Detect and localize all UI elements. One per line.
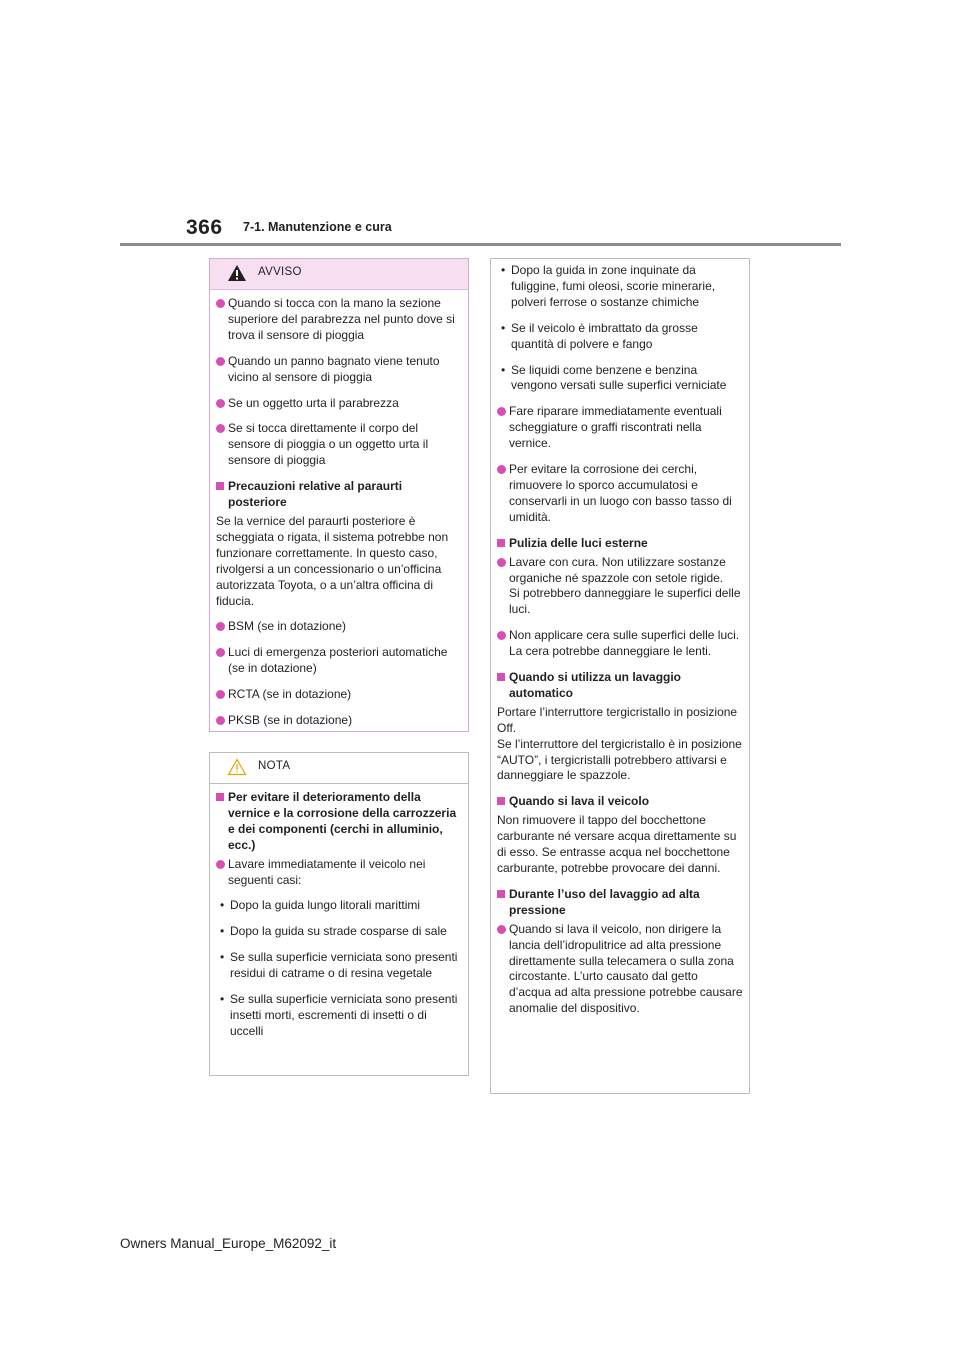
bullet-text: RCTA (se in dotazione): [228, 687, 352, 702]
heading-text: Quando si utilizza un lavaggio automatico: [509, 670, 682, 700]
avviso-title: AVVISO: [258, 266, 302, 278]
avviso-box: [209, 258, 469, 732]
bullet-text: Fare riparare immediatamente eventuali scheggiature o graffi riscontrati nella vernice.: [509, 404, 722, 451]
bullet-dot-icon: •: [501, 320, 506, 335]
bullet-text: Luci di emergenza posteriori automatiche (se in dotazione): [228, 645, 448, 676]
sub-bullet-text: Se sulla superficie verniciata sono presenti insetti morti, escrementi di insetti o di uccelli: [230, 992, 458, 1038]
pink-square-bullet-icon: [497, 539, 505, 547]
pink-dot-bullet-icon: [216, 716, 225, 725]
bullet-dot-icon: •: [220, 950, 225, 965]
bullet-item: [216, 619, 462, 635]
heading-text: Precauzioni relative al paraurti posteriore: [228, 479, 403, 510]
pink-square-bullet-icon: [216, 482, 224, 490]
bullet-item: [216, 857, 462, 889]
sub-bullet-text: Se sulla superficie verniciata sono presenti residui di catrame o di resina vegetale: [230, 950, 458, 981]
footer-doc-id: Owners Manual_Europe_M62092_it: [120, 1236, 337, 1251]
pink-dot-bullet-icon: [216, 399, 225, 408]
heading-text: Pulizia delle luci esterne: [509, 535, 648, 550]
sub-bullet-item: [497, 321, 743, 353]
bullet-item: [216, 396, 462, 412]
bullet-text: Quando un panno bagnato viene tenuto vicino al sensore di pioggia: [228, 353, 440, 384]
subsection-heading: [497, 794, 743, 810]
subsection-heading: [497, 670, 743, 702]
paragraph: [497, 705, 743, 785]
sub-bullet-item: [497, 363, 743, 395]
sub-bullet-item: [216, 950, 462, 982]
subsection-heading: [216, 790, 462, 854]
header-rule: [120, 243, 841, 246]
subsection-heading: [497, 887, 743, 919]
pink-square-bullet-icon: [497, 890, 505, 898]
bullet-text: BSM (se in dotazione): [228, 619, 347, 634]
bullet-dot-icon: •: [220, 992, 225, 1007]
bullet-text: Quando si tocca con la mano la sezione superiore del parabrezza nel punto dove si trova il sensore di pioggia: [228, 296, 455, 342]
bullet-text: Se si tocca direttamente il corpo del sensore di pioggia o un oggetto urta il sensore di pioggia: [228, 421, 429, 468]
bullet-item: [216, 421, 462, 469]
warning-triangle-icon: [227, 264, 247, 282]
page-number: 366: [186, 216, 223, 239]
sub-bullet-text: Se liquidi come benzene e benzina vengono versati sulle superfici verniciate: [511, 362, 727, 393]
paragraph: [497, 813, 743, 877]
bullet-item: [497, 404, 743, 452]
nota-continued-box: [490, 258, 750, 1094]
bullet-dot-icon: •: [501, 263, 506, 277]
sub-bullet-item: [497, 263, 743, 311]
bullet-text: Per evitare la corrosione dei cerchi, rimuovere lo sporco accumulatosi e conservarli in un luogo con basso tasso di umidità.: [509, 462, 732, 524]
bullet-text: Lavare con cura. Non utilizzare sostanze organiche né spazzole con setole rigide. Si potrebbero danneggiare le superfici delle luci.: [509, 554, 741, 617]
pink-dot-bullet-icon: [497, 465, 506, 474]
pink-square-bullet-icon: [216, 793, 224, 801]
bullet-text: PKSB (se in dotazione): [228, 713, 353, 728]
bullet-item: [497, 922, 743, 1017]
sub-bullet-text: Dopo la guida lungo litorali marittimi: [230, 898, 421, 913]
nota-content: [210, 784, 468, 1040]
pink-dot-bullet-icon: [497, 558, 506, 567]
pink-dot-bullet-icon: [497, 407, 506, 416]
pink-dot-bullet-icon: [216, 622, 225, 631]
section-title: 7-1. Manutenzione e cura: [243, 220, 392, 234]
pink-dot-bullet-icon: [216, 690, 225, 699]
heading-text: Quando si lava il veicolo: [509, 794, 650, 809]
sub-bullet-item: [216, 924, 462, 940]
heading-text: Durante l’uso del lavaggio ad alta pressione: [509, 886, 700, 917]
pink-dot-bullet-icon: [216, 648, 225, 657]
pink-dot-bullet-icon: [216, 860, 225, 869]
nota-header: [210, 753, 468, 784]
sub-bullet-item: [216, 898, 462, 914]
bullet-item: [216, 645, 462, 677]
bullet-item: [497, 628, 743, 660]
caution-triangle-outline-icon: [227, 758, 247, 776]
bullet-item: [497, 555, 743, 619]
pink-dot-bullet-icon: [216, 299, 225, 308]
subsection-heading: [216, 479, 462, 511]
bullet-text: Se un oggetto urta il parabrezza: [228, 395, 399, 410]
bullet-item: [216, 687, 462, 703]
bullet-text: Lavare immediatamente il veicolo nei seguenti casi:: [228, 856, 426, 887]
bullet-dot-icon: •: [220, 898, 225, 913]
pink-dot-bullet-icon: [216, 424, 225, 433]
avviso-header: [210, 259, 468, 290]
pink-square-bullet-icon: [497, 797, 505, 805]
bullet-item: [216, 296, 462, 344]
bullet-item: [216, 354, 462, 386]
paragraph: [216, 514, 462, 609]
bullet-item: [216, 713, 462, 729]
subsection-heading: [497, 536, 743, 552]
sub-bullet-item: [216, 992, 462, 1040]
sub-bullet-text: Se il veicolo è imbrattato da grosse quantità di polvere e fango: [511, 320, 698, 351]
sub-bullet-text: Dopo la guida in zone inquinate da fuliggine, fumi oleosi, scorie minerarie, polveri ferrose o sostanze chimiche: [511, 263, 716, 309]
pink-dot-bullet-icon: [216, 357, 225, 366]
paragraph-text: Non rimuovere il tappo del bocchettone carburante né versare acqua direttamente su di esso. Se entrasse acqua nel bocchettone carburante, potrebbe provocare dei danni.: [497, 813, 737, 875]
nota-title: NOTA: [258, 760, 291, 772]
bullet-dot-icon: •: [501, 362, 506, 377]
pink-dot-bullet-icon: [497, 925, 506, 934]
heading-text: Per evitare il deterioramento della vernice e la corrosione della carrozzeria e dei componenti (cerchi in alluminio, ecc.): [228, 790, 457, 852]
nota-box: [209, 752, 469, 1076]
bullet-item: [497, 462, 743, 526]
pink-square-bullet-icon: [497, 673, 505, 681]
bullet-dot-icon: •: [220, 924, 225, 939]
avviso-content: [210, 290, 468, 729]
pink-dot-bullet-icon: [497, 631, 506, 640]
nota-continued-content: [491, 259, 749, 1017]
paragraph-text: Se la vernice del paraurti posteriore è scheggiata o rigata, il sistema potrebbe non funzionare correttamente. In questo caso, rivolgersi a un concessionario o un’officina autorizzata Toyota, o a un’altra officina di fiducia.: [216, 513, 449, 608]
sub-bullet-text: Dopo la guida su strade cosparse di sale: [230, 924, 447, 939]
bullet-text: Quando si lava il veicolo, non dirigere la lancia dell’idropulitrice ad alta pressione direttamente sulla telecamera o sulla zona circostante. L’urto causato dal getto d’acqua ad alta pressione potrebbe causare anomalie del dispositivo.: [509, 921, 743, 1016]
bullet-text: Non applicare cera sulle superfici delle luci. La cera potrebbe danneggiare le lenti.: [509, 628, 740, 659]
paragraph-text: Portare l’interruttore tergicristallo in posizione Off. Se l’interruttore del tergicristallo è in posizione “AUTO”, i tergicristalli potrebbero attivarsi e danneggiare le spazzole.: [497, 704, 742, 783]
